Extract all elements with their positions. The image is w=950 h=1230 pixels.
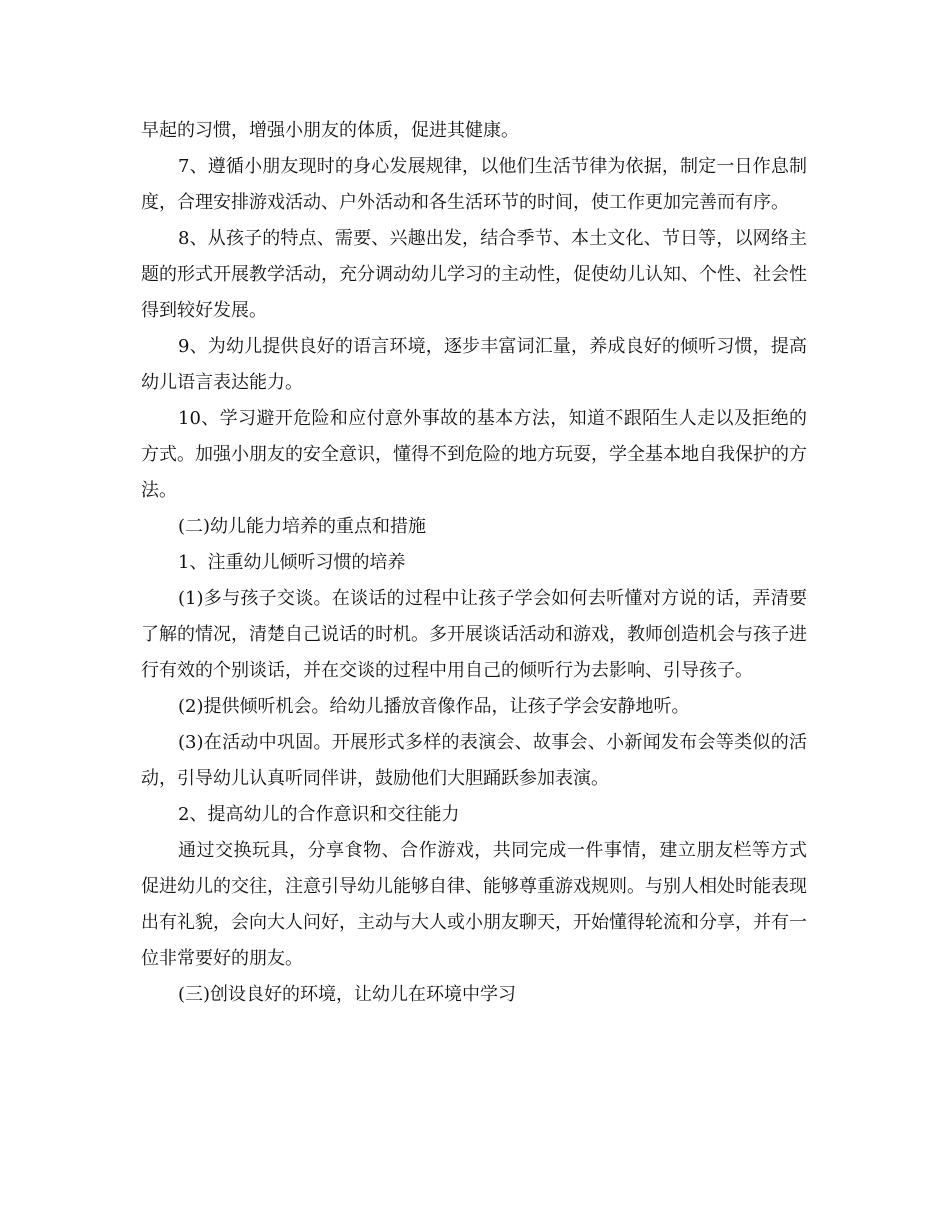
subsection-heading: 2、提高幼儿的合作意识和交往能力: [178, 804, 460, 825]
paragraph: (3)在活动中巩固。开展形式多样的表演会、故事会、小新闻发布会等类似的活动，引导幼儿认真听同伴讲，鼓励他们大胆踊跃参加表演。: [141, 732, 807, 789]
document-body: [141, 113, 807, 1013]
paragraph: 10、学习避开危险和应付意外事故的基本方法，知道不跟陌生人走以及拒绝的方式。加强小朋友的安全意识，懂得不到危险的地方玩耍，学全基本地自我保护的方法。: [141, 408, 807, 501]
paragraph: (1)多与孩子交谈。在谈话的过程中让孩子学会如何去听懂对方说的话，弄清要了解的情况，清楚自己说话的时机。多开展谈话活动和游戏，教师创造机会与孩子进行有效的个别谈话，并在交谈的过程中用自己的倾听行为去影响、引导孩子。: [141, 588, 807, 681]
section-heading: (二)幼儿能力培养的重点和措施: [178, 516, 427, 537]
paragraph: 8、从孩子的特点、需要、兴趣出发，结合季节、本土文化、节日等，以网络主题的形式开展教学活动，充分调动幼儿学习的主动性，促使幼儿认知、个性、社会性得到较好发展。: [141, 228, 807, 321]
paragraph: 9、为幼儿提供良好的语言环境，逐步丰富词汇量，养成良好的倾听习惯，提高幼儿语言表达能力。: [141, 336, 807, 393]
paragraph: 7、遵循小朋友现时的身心发展规律，以他们生活节律为依据，制定一日作息制度，合理安排游戏活动、户外活动和各生活环节的时间，使工作更加完善而有序。: [141, 156, 807, 213]
paragraph: (2)提供倾听机会。给幼儿播放音像作品，让孩子学会安静地听。: [178, 696, 690, 717]
section-heading: (三)创设良好的环境，让幼儿在环境中学习: [178, 984, 517, 1005]
paragraph: 通过交换玩具，分享食物、合作游戏，共同完成一件事情，建立朋友栏等方式促进幼儿的交往，注意引导幼儿能够自律、能够尊重游戏规则。与别人相处时能表现出有礼貌，会向大人问好，主动与大人或小朋友聊天，开始懂得轮流和分享，并有一位非常要好的朋友。: [141, 840, 807, 969]
subsection-heading: 1、注重幼儿倾听习惯的培养: [178, 552, 406, 573]
paragraph: 早起的习惯，增强小朋友的体质，促进其健康。: [141, 120, 519, 141]
